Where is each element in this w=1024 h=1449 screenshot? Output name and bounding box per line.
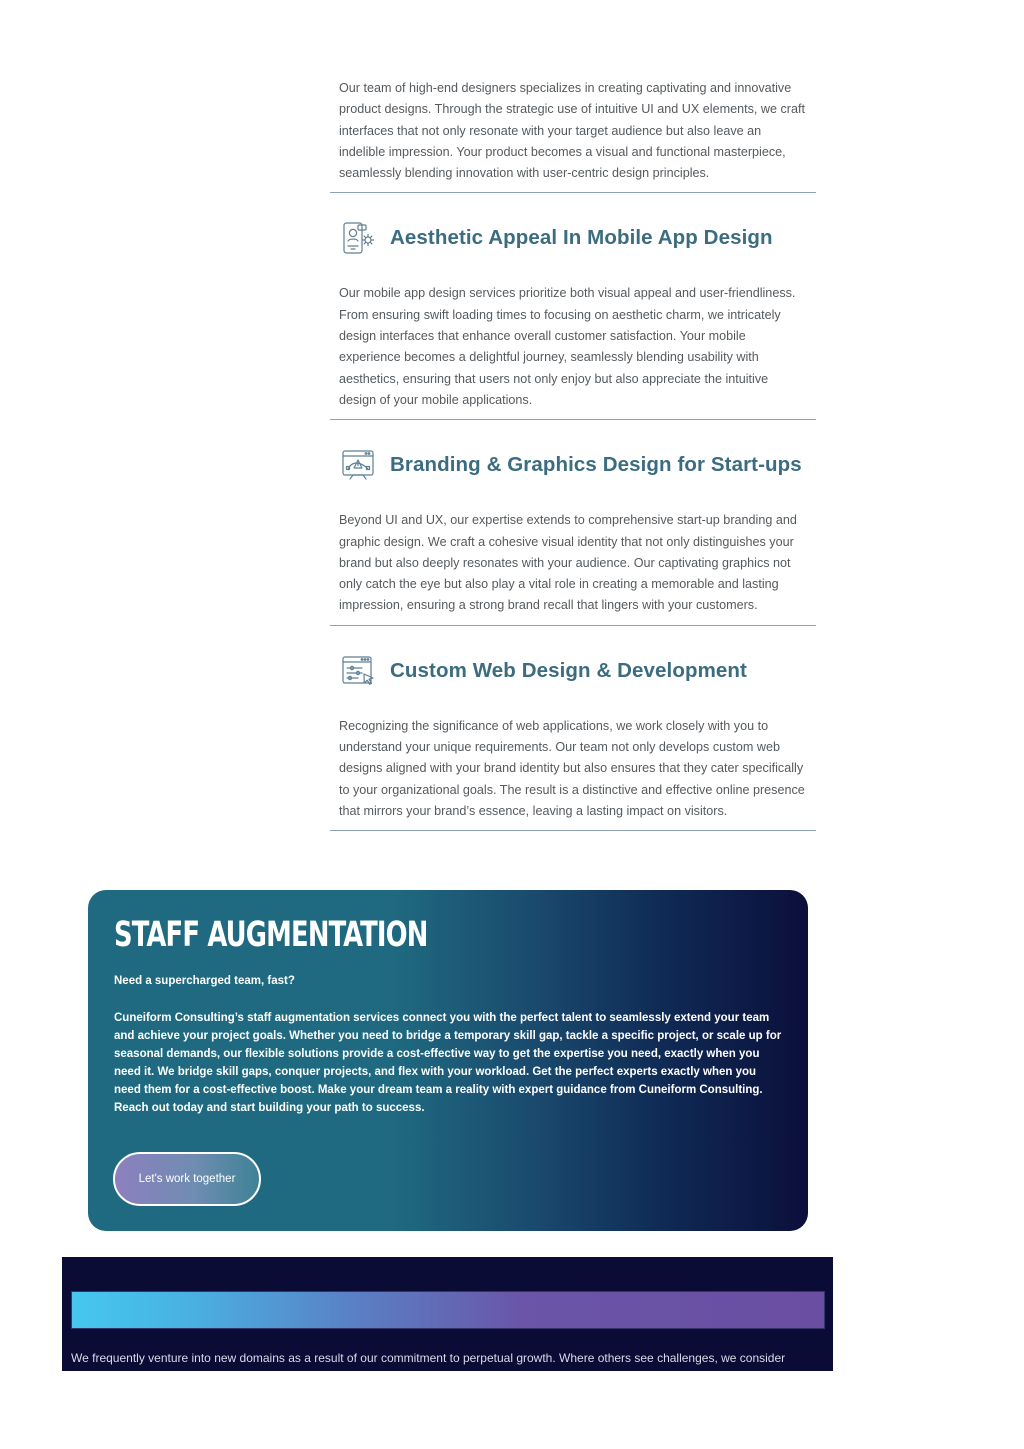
web-design-icon [340,653,376,689]
service-item-mobile-app [330,193,816,420]
branding-graphics-icon [340,447,376,483]
mobile-app-design-icon [340,220,376,256]
gradient-bar [71,1291,825,1329]
service-description: Our mobile app design services prioritize both visual appeal and user-friendliness. From ensuring swift loading times to focusing on aesthetic charm, we intricately design interfaces that enhance overall customer satisfaction. Your mobile experience becomes a delightful journey, seamlessly blending usability with aesthetics, ensuring that users not only enjoy but also appreciate the intuitive design of your mobile applications. [339,286,796,407]
staff-augmentation-card [88,890,808,1231]
services-section [330,78,816,831]
lets-work-together-button[interactable]: Let's work together [113,1152,261,1206]
service-title: Branding & Graphics Design for Start-ups [390,453,802,477]
service-description: Beyond UI and UX, our expertise extends to comprehensive start-up branding and graphic design. We craft a cohesive visual identity that not only distinguishes your brand but also deeply resonates with your audience. Our captivating graphics not only catch the eye but also play a vital role in creating a memorable and lasting impression, ensuring a strong brand recall that lingers with your customers. [339,513,797,613]
staff-description: Cuneiform Consulting’s staff augmentation services connect you with the perfect talent to seamlessly extend your team and achieve your project goals. Whether you need to bridge a temporary skill gap, tackle a specific project, or scale up for seasonal demands, our flexible solutions provide a cost-effective way to get the expertise you need, exactly when you need it. We bridge skill gaps, conquer projects, and flex with your workload. Get the perfect experts exactly when you need them for a cost-effective boost. Make your dream team a reality with expert guidance from Cuneiform Consulting. Reach out today and start building your path to success. [114,1012,782,1114]
intro-paragraph: Our team of high-end designers specializes in creating captivating and innovative product designs. Through the strategic use of intuitive UI and UX elements, we craft interfaces that not only resonate with your target audience but also leave an indelible impression. Your product becomes a visual and functional masterpiece, seamlessly blending innovation with user-centric design principles. [339,81,805,181]
service-item-branding [330,420,816,625]
staff-tagline: Need a supercharged team, fast? [114,975,295,987]
service-title: Custom Web Design & Development [390,658,747,682]
service-title: Aesthetic Appeal In Mobile App Design [390,226,773,250]
staff-title: STAFF AUGMENTATION [114,915,428,955]
service-description: Recognizing the significance of web applications, we work closely with you to understand your unique requirements. Our team not only develops custom web designs aligned with your brand identity but also ensures that they cater specifically to your organizational goals. The result is a distinctive and effective online presence that mirrors your brand’s essence, leaving a lasting impact on visitors. [339,718,805,818]
service-item-web-design [330,626,816,831]
growth-banner [62,1257,833,1371]
divider [330,830,816,831]
growth-text: We frequently venture into new domains as a result of our commitment to perpetual growth. Where others see challenges, we consider [71,1351,786,1365]
